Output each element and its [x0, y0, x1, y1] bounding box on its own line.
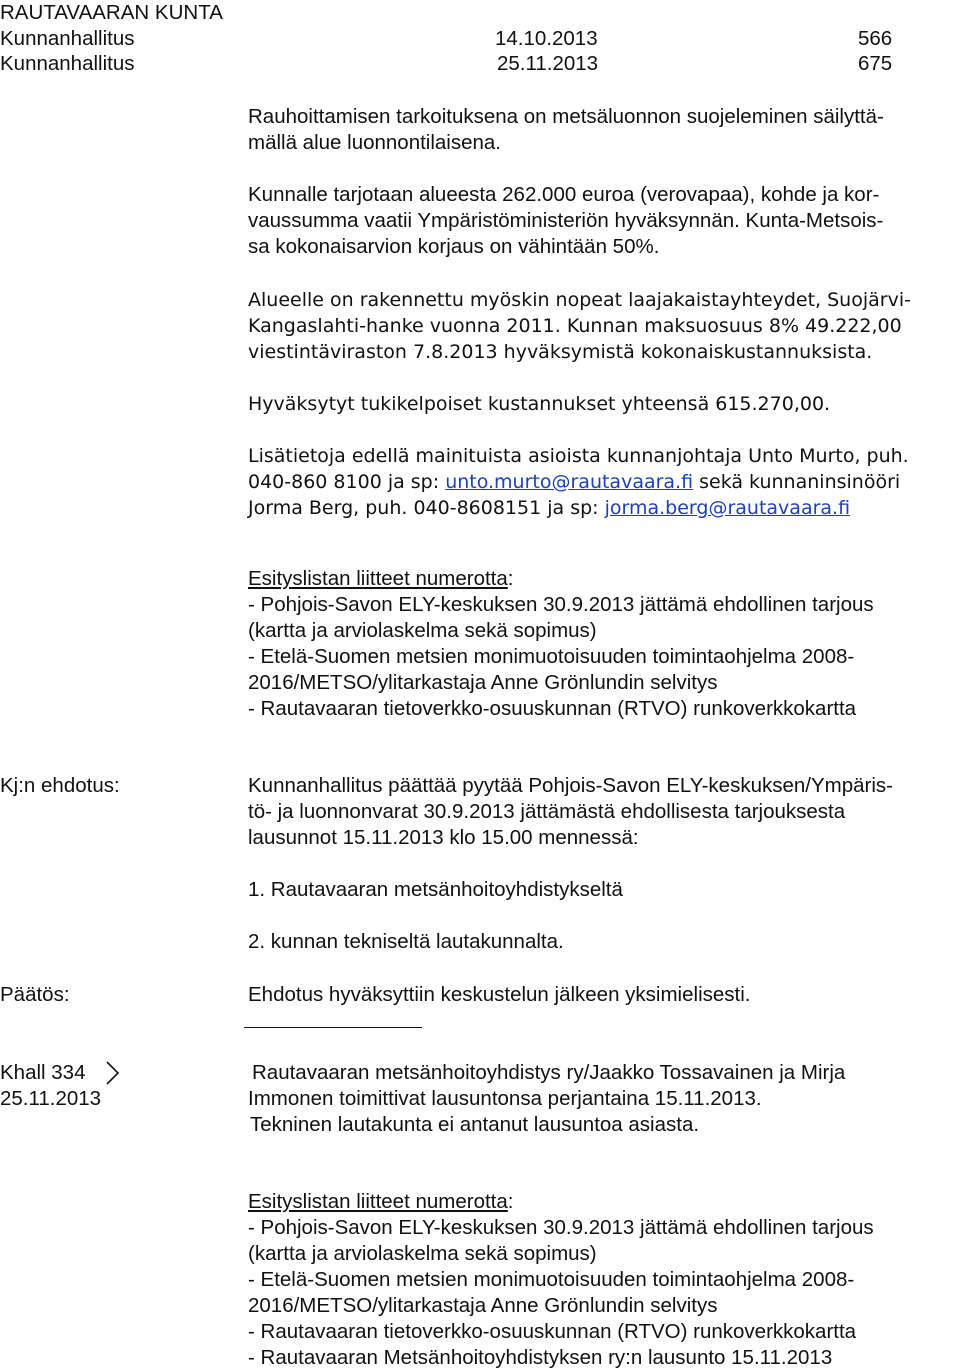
attachment-item: - Pohjois-Savon ELY-keskuksen 30.9.2013 jättämä ehdollinen tarjous — [248, 1216, 874, 1239]
text-line: Kunnanhallitus päättää pyytää Pohjois-Savon ELY-keskuksen/Ympäris- — [248, 774, 893, 797]
attachment-item: (kartta ja arviolaskelma sekä sopimus) — [248, 1242, 597, 1265]
text-line: Tekninen lautakunta ei antanut lausuntoa asiasta. — [250, 1113, 700, 1136]
followup-label-1: Khall 334 — [0, 1061, 86, 1084]
attachments-heading-text: Esityslistan liitteet numerotta — [248, 1190, 508, 1213]
attachment-item: - Rautavaaran tietoverkko-osuuskunnan (RTVO) runkoverkkokartta — [248, 1320, 857, 1343]
proposal-label: Kj:n ehdotus: — [0, 774, 120, 797]
text-line: Kangaslahti-hanke vuonna 2011. Kunnan maksuosuus 8% 49.222,00 — [248, 315, 902, 337]
contact-text: Jorma Berg, puh. 040-8608151 ja sp: — [248, 497, 605, 519]
decision-text: Ehdotus hyväksyttiin keskustelun jälkeen yksimielisesti. — [248, 983, 751, 1006]
text-line: Kunnalle tarjotaan alueesta 262.000 euroa (verovapaa), kohde ja kor- — [248, 183, 880, 206]
heading-colon: : — [507, 567, 514, 590]
attachment-item: (kartta ja arviolaskelma sekä sopimus) — [248, 619, 597, 642]
attachment-item: 2016/METSO/ylitarkastaja Anne Grönlundin selvitys — [248, 1294, 718, 1317]
attachment-item: - Rautavaaran tietoverkko-osuuskunnan (RTVO) runkoverkkokartta — [248, 697, 857, 720]
paragraph-mark-icon — [106, 1062, 120, 1084]
attachments-heading-text: Esityslistan liitteet numerotta — [248, 567, 508, 590]
text-line: tö- ja luonnonvarat 30.9.2013 jättämästä ehdollisesta tarjouksesta — [248, 800, 846, 823]
text-line: viestintäviraston 7.8.2013 hyväksymistä kokonaiskustannuksista. — [248, 341, 873, 363]
attachments-heading — [248, 1189, 513, 1215]
attachment-item: 2016/METSO/ylitarkastaja Anne Grönlundin selvitys — [248, 671, 718, 694]
text-line: mällä alue luonnontilaisena. — [248, 131, 502, 154]
email-link-unto-murto[interactable]: unto.murto@rautavaara.fi — [445, 471, 694, 493]
header-number-2: 675 — [858, 52, 893, 75]
proposal-item-2: 2. kunnan tekniseltä lautakunnalta. — [248, 930, 564, 953]
header-body-1: Kunnanhallitus — [0, 27, 135, 50]
text-line: sa kokonaisarvion korjaus on vähintään 50%. — [248, 235, 660, 258]
text-line: vaussumma vaatii Ympäristöministeriön hyväksynnän. Kunta-Metsois- — [248, 209, 884, 232]
heading-colon: : — [507, 1190, 514, 1213]
attachments-heading — [248, 566, 513, 592]
header-date-1: 14.10.2013 — [495, 27, 598, 50]
eligible-costs-text: Hyväksytyt tukikelpoiset kustannukset yhteensä 615.270,00. — [248, 393, 831, 415]
email-link-jorma-berg[interactable]: jorma.berg@rautavaara.fi — [604, 497, 851, 519]
header-body-2: Kunnanhallitus — [0, 52, 135, 75]
text-line: lausunnot 15.11.2013 klo 15.00 mennessä: — [248, 826, 639, 849]
separator-line — [244, 1027, 422, 1028]
contact-line — [248, 469, 900, 495]
attachment-item: - Etelä-Suomen metsien monimuotoisuuden toimintaohjelma 2008- — [248, 645, 855, 668]
organization-name: RAUTAVAARAN KUNTA — [0, 1, 223, 24]
text-line: Rauhoittamisen tarkoituksena on metsäluonnon suojeleminen säilyttä- — [248, 105, 884, 128]
attachment-item: - Pohjois-Savon ELY-keskuksen 30.9.2013 jättämä ehdollinen tarjous — [248, 593, 874, 616]
decision-label: Päätös: — [0, 983, 70, 1006]
text-line: Immonen toimittivat lausuntonsa perjantaina 15.11.2013. — [248, 1087, 762, 1110]
attachment-item: - Rautavaaran Metsänhoitoyhdistyksen ry:n lausunto 15.11.2013 — [248, 1346, 833, 1369]
contact-text: 040-860 8100 ja sp: — [248, 471, 446, 493]
followup-label-2: 25.11.2013 — [0, 1087, 102, 1110]
header-date-2: 25.11.2013 — [497, 52, 599, 75]
proposal-item-1: 1. Rautavaaran metsänhoitoyhdistykseltä — [248, 878, 623, 901]
header-number-1: 566 — [858, 27, 893, 50]
contact-line — [248, 495, 850, 521]
text-line: Alueelle on rakennettu myöskin nopeat laajakaistayhteydet, Suojärvi- — [248, 289, 911, 311]
contact-text: sekä kunnaninsinööri — [693, 471, 901, 493]
text-line: Rautavaaran metsänhoitoyhdistys ry/Jaakko Tossavainen ja Mirja — [252, 1061, 846, 1084]
attachment-item: - Etelä-Suomen metsien monimuotoisuuden toimintaohjelma 2008- — [248, 1268, 855, 1291]
contact-line: Lisätietoja edellä mainituista asioista kunnanjohtaja Unto Murto, puh. — [248, 445, 909, 467]
